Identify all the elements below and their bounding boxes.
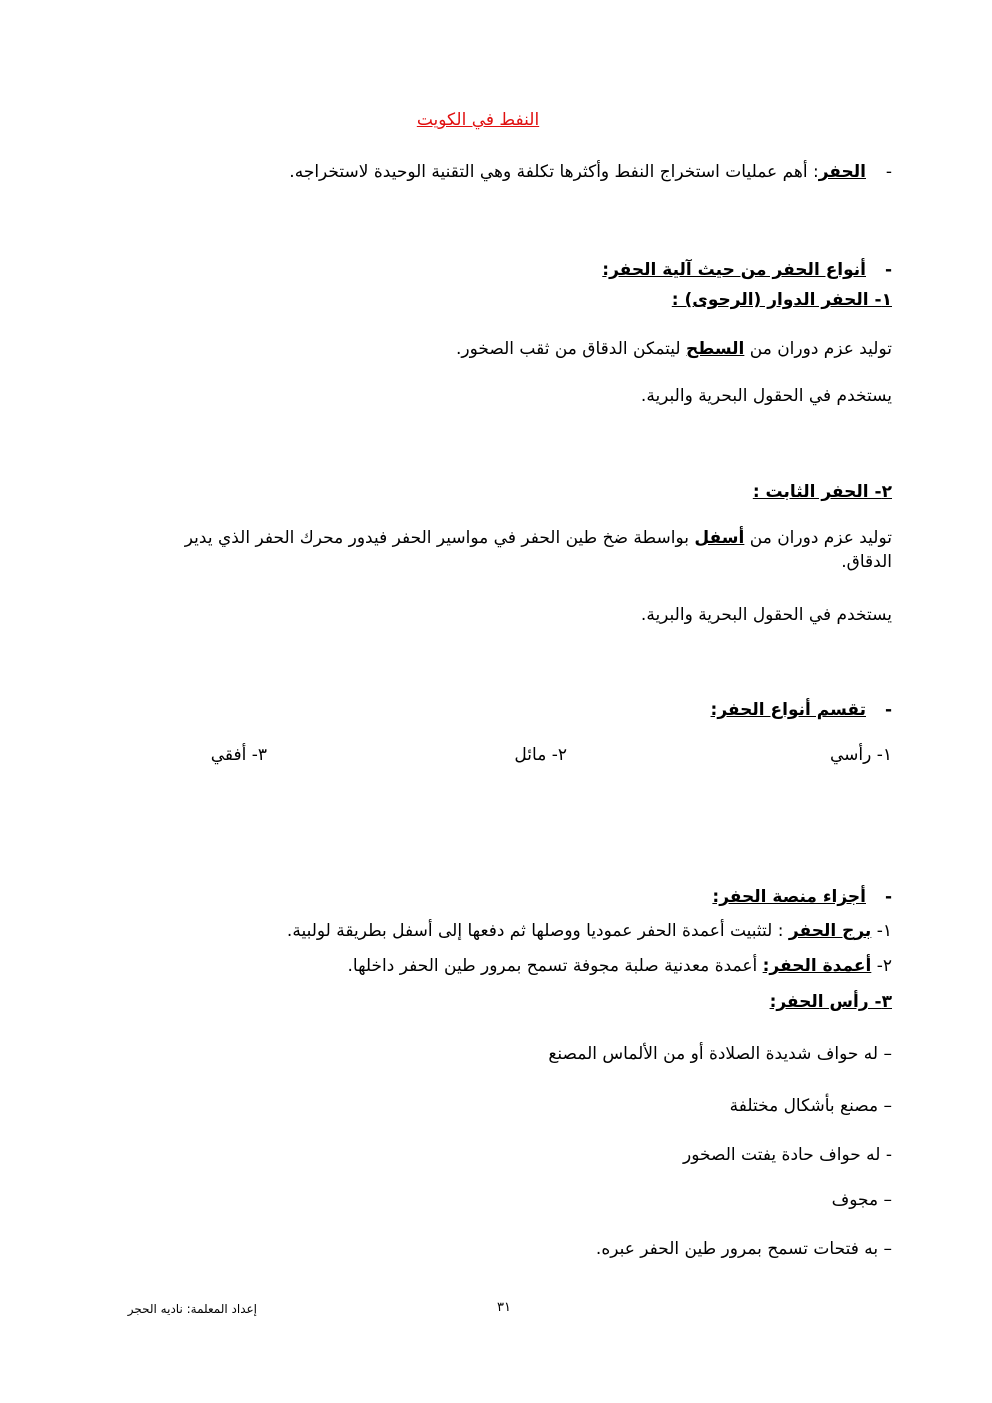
- rotary-line-1-end: ليتمكن الدقاق من ثقب الصخور.: [455, 339, 687, 359]
- bullet: -: [885, 162, 892, 182]
- fixed-keyword: أسفل: [694, 528, 745, 548]
- rotary-heading: ١- الحفر الدوار (الرحوى) :: [671, 290, 892, 310]
- fixed-line-1-end: بواسطة ضخ طين الحفر في مواسير الحفر فيدور محرك الحفر الذي يدير الدقاق.: [184, 528, 892, 572]
- fixed-line-1: [134, 526, 892, 574]
- bullet: -: [884, 887, 892, 907]
- derrick-definition: : لتثبيت أعمدة الحفر عموديا ووصلها ثم دفعها إلى أسفل بطريقة لولبية.: [286, 921, 789, 941]
- item-number: ٢-: [876, 956, 892, 976]
- division-item-horizontal: ٣- أفقي: [210, 745, 267, 765]
- derrick-term: برج الحفر: [788, 921, 872, 941]
- rotary-line-2: يستخدم في الحقول البحرية والبرية.: [640, 386, 892, 406]
- bit-feature-1: – له حواف شديدة الصلادة أو من الألماس المصنع: [548, 1044, 892, 1064]
- fixed-line-1-start: توليد عزم دوران من: [744, 528, 892, 548]
- drill-bit-heading: ٣- رأس الحفر:: [769, 992, 892, 1012]
- page-number: ٣١: [497, 1300, 511, 1315]
- drilling-definition: : أهم عمليات استخراج النفط وأكثرها تكلفة وهي التقنية الوحيدة لاستخراجه.: [289, 162, 819, 182]
- bit-feature-4: – مجوف: [831, 1190, 892, 1210]
- types-heading-line: [602, 258, 892, 282]
- footer-author: إعداد المعلمة: ناديه الحجر: [127, 1302, 257, 1316]
- drill-pipes-term: أعمدة الحفر:: [762, 956, 872, 976]
- bullet: -: [884, 260, 892, 280]
- bit-feature-2: – مصنع بأشكال مختلفة: [729, 1096, 892, 1116]
- platform-heading-line: [712, 885, 892, 909]
- intro-line: [289, 160, 892, 184]
- bullet: -: [884, 700, 892, 720]
- bit-feature-5: – به فتحات تسمح بمرور طين الحفر عبره.: [595, 1239, 892, 1259]
- types-heading: أنواع الحفر من حيث آلية الحفر:: [602, 260, 866, 280]
- drill-pipes-definition: أعمدة معدنية صلبة مجوفة تسمح بمرور طين الحفر داخلها.: [347, 956, 763, 976]
- bit-feature-3: - له حواف حادة يفتت الصخور: [682, 1145, 892, 1165]
- division-item-vertical: ١- رأسي: [829, 745, 892, 765]
- drilling-term: الحفر: [818, 162, 866, 182]
- platform-item-2: [347, 954, 892, 978]
- division-heading-line: [711, 698, 892, 722]
- fixed-line-2: يستخدم في الحقول البحرية والبرية.: [640, 605, 892, 625]
- item-number: ١-: [876, 921, 892, 941]
- platform-heading: أجزاء منصة الحفر:: [712, 887, 866, 907]
- rotary-line-1-start: توليد عزم دوران من: [744, 339, 892, 359]
- rotary-line-1: [456, 337, 892, 361]
- rotary-keyword: السطح: [686, 339, 745, 359]
- division-heading: تقسم أنواع الحفر:: [710, 700, 866, 720]
- fixed-heading: ٢- الحفر الثابت :: [752, 482, 892, 502]
- page-title: النفط في الكويت: [416, 110, 540, 130]
- division-item-inclined: ٢- مائل: [514, 745, 567, 765]
- platform-item-1: [287, 919, 892, 943]
